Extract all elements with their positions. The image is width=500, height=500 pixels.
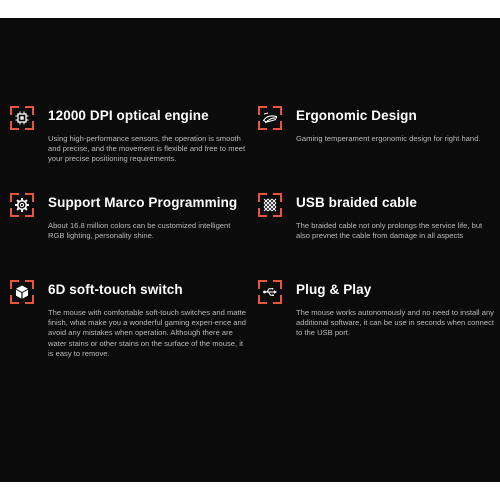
- braid-icon: [258, 193, 282, 217]
- feature-description: The mouse works autonomously and no need to install any additional software, it can be use in seconds when connect to the USB port.: [296, 308, 494, 338]
- feature-description: The braided cable not only prolongs the service life, but also prevnet the cable from damage in all aspects: [296, 221, 483, 241]
- feature-title: Support Marco Programming: [48, 195, 238, 210]
- feature-description: Gaming temperament ergonomic design for right hand.: [296, 134, 481, 143]
- gear-icon: [10, 193, 34, 217]
- cube-icon: [10, 280, 34, 304]
- feature-title: Plug & Play: [296, 282, 372, 297]
- feature-title: 6D soft-touch switch: [48, 282, 183, 297]
- feature-description: Using high-performance sensors, the operation is smooth and precise, and the movement is flexible and free to meet your precise positioning requirements.: [48, 134, 246, 164]
- feature-panel: [0, 18, 500, 482]
- hand-icon: [258, 106, 282, 130]
- feature-description: About 16.8 million colors can be customized intelligent RGB lighting, personality shine.: [48, 221, 231, 241]
- feature-description: The mouse with comfortable soft-touch switches and matte finish, what make you a wonderful gaming experi-ence and avoid any mistakes when operation. Although there are water stains or other stains on the surface of the mouse, it is easy to remove.: [48, 308, 246, 358]
- feature-title: 12000 DPI optical engine: [48, 108, 209, 123]
- feature-title: Ergonomic Design: [296, 108, 417, 123]
- usb-icon: [258, 280, 282, 304]
- feature-title: USB braided cable: [296, 195, 417, 210]
- chip-icon: [10, 106, 34, 130]
